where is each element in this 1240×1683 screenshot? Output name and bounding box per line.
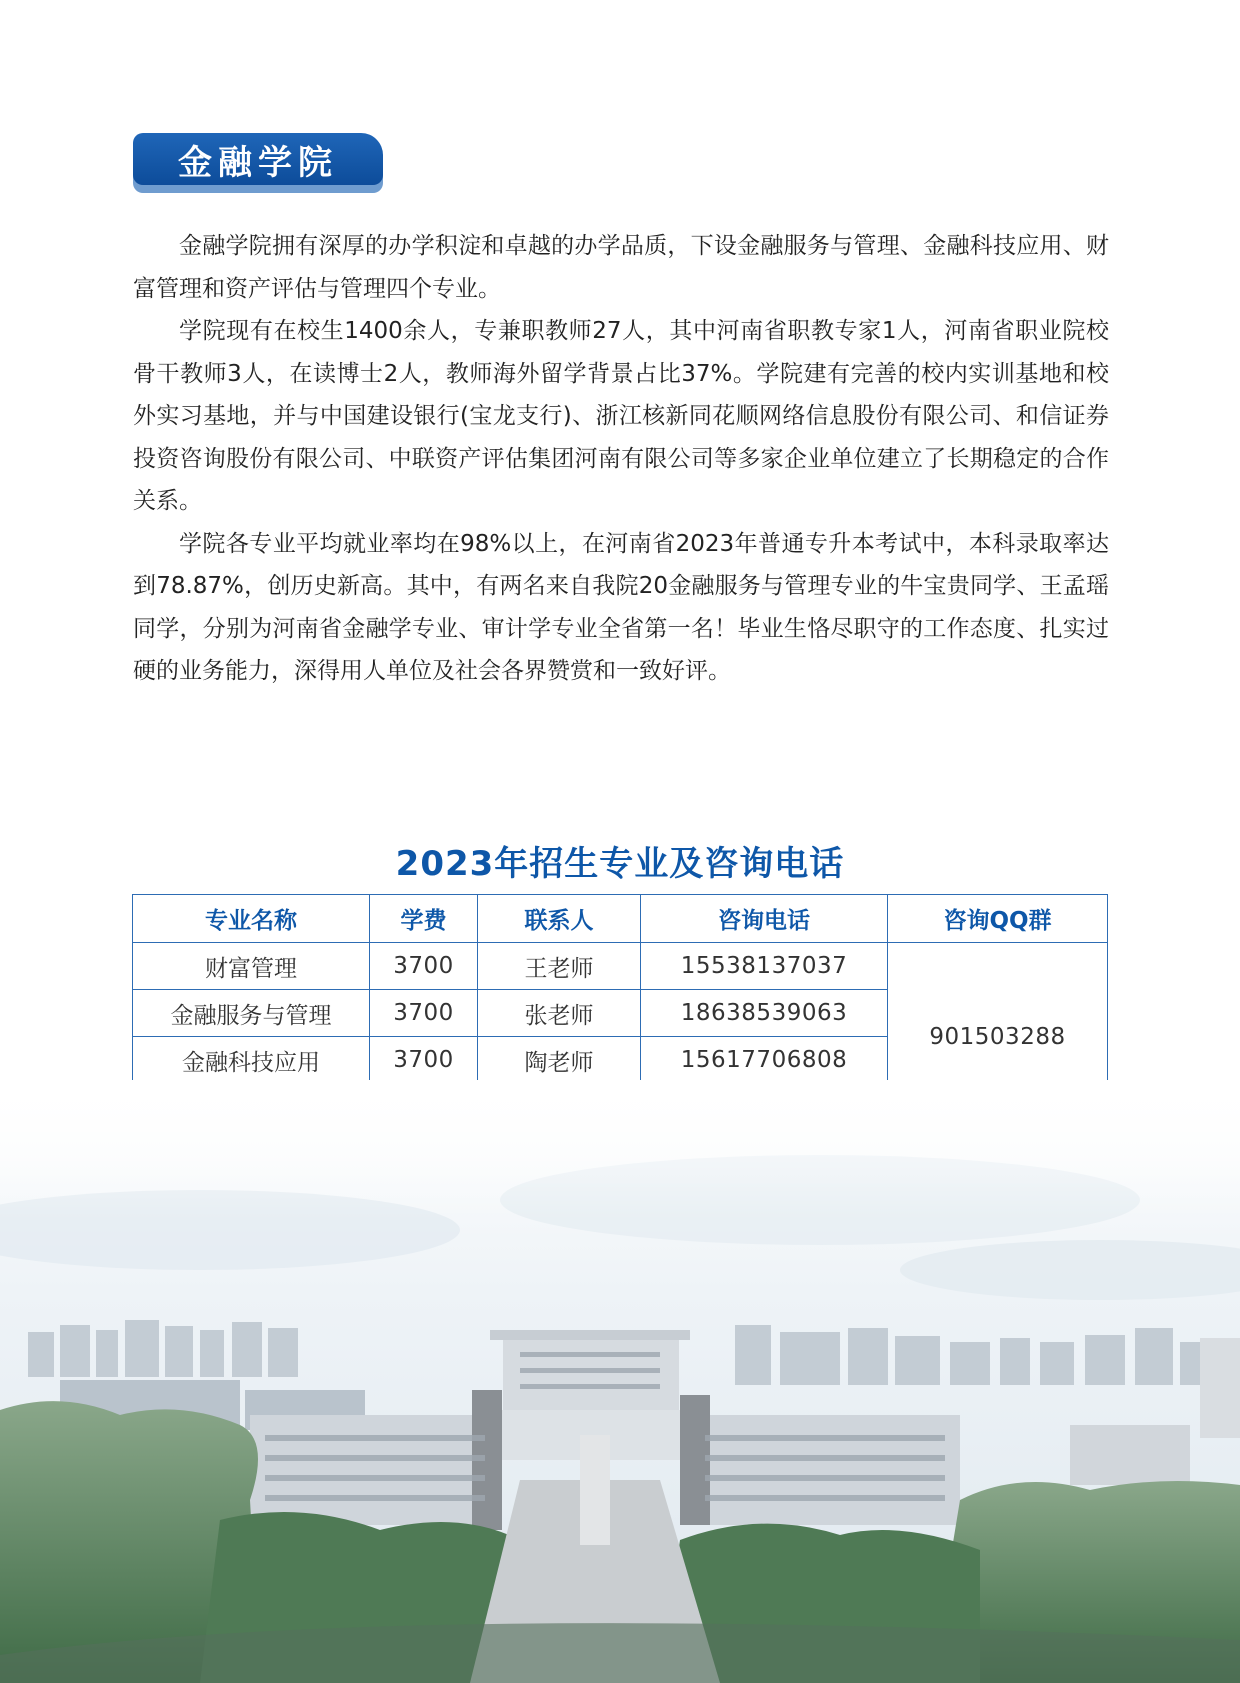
table-header-row [133,895,1108,943]
cell-fee: 3700 [370,943,478,990]
header-major: 专业名称 [133,895,370,943]
intro-paragraph-1: 金融学院拥有深厚的办学积淀和卓越的办学品质，下设金融服务与管理、金融科技应用、财富管理和资产评估与管理四个专业。 [133,233,1109,302]
intro-paragraph-3: 学院各专业平均就业率均在98%以上，在河南省2023年普通专升本考试中，本科录取率达到78.87%，创历史新高。其中，有两名来自我院20金融服务与管理专业的牛宝贵同学、王孟瑶同学，分别为河南省金融学专业、审计学专业全省第一名！毕业生恪尽职守的工作态度、扎实过硬的业务能力，深得用人单位及社会各界赞赏和一致好评。 [133,530,1109,684]
cell-phone: 15538137037 [641,943,888,990]
cell-fee: 3700 [370,990,478,1037]
cell-major: 金融服务与管理 [133,990,370,1037]
badge-main [133,133,383,185]
cell-qq-group: 901503288 [888,943,1108,1131]
intro-text [133,225,1109,693]
cell-phone: 18638539063 [641,990,888,1037]
cell-fee: 3700 [370,1037,478,1084]
cell-contact: 陶老师 [478,1037,641,1084]
table-title: 2023年招生专业及咨询电话 [395,844,845,884]
campus-illustration [0,1080,1240,1683]
intro-paragraph-2: 学院现有在校生1400余人，专兼职教师27人，其中河南省职教专家1人，河南省职业院校骨干教师3人，在读博士2人，教师海外留学背景占比37%。学院建有完善的校内实训基地和校外实习基地，并与中国建设银行(宝龙支行)、浙江核新同花顺网络信息股份有限公司、和信证券投资咨询股份有限公司、中联资产评估集团河南有限公司等多家企业单位建立了长期稳定的合作关系。 [133,318,1109,514]
section-badge [133,133,383,193]
cell-contact: 王老师 [478,943,641,990]
cell-major: 金融科技应用 [133,1037,370,1084]
cell-major: 财富管理 [133,943,370,990]
cell-contact: 张老师 [478,990,641,1037]
campus-photo [0,1080,1240,1683]
header-contact: 联系人 [478,895,641,943]
header-phone: 咨询电话 [641,895,888,943]
header-qq: 咨询QQ群 [888,895,1108,943]
header-fee: 学费 [370,895,478,943]
table-row [133,943,1108,990]
section-title: 金融学院 [178,142,338,183]
cell-phone: 15617706808 [641,1037,888,1084]
